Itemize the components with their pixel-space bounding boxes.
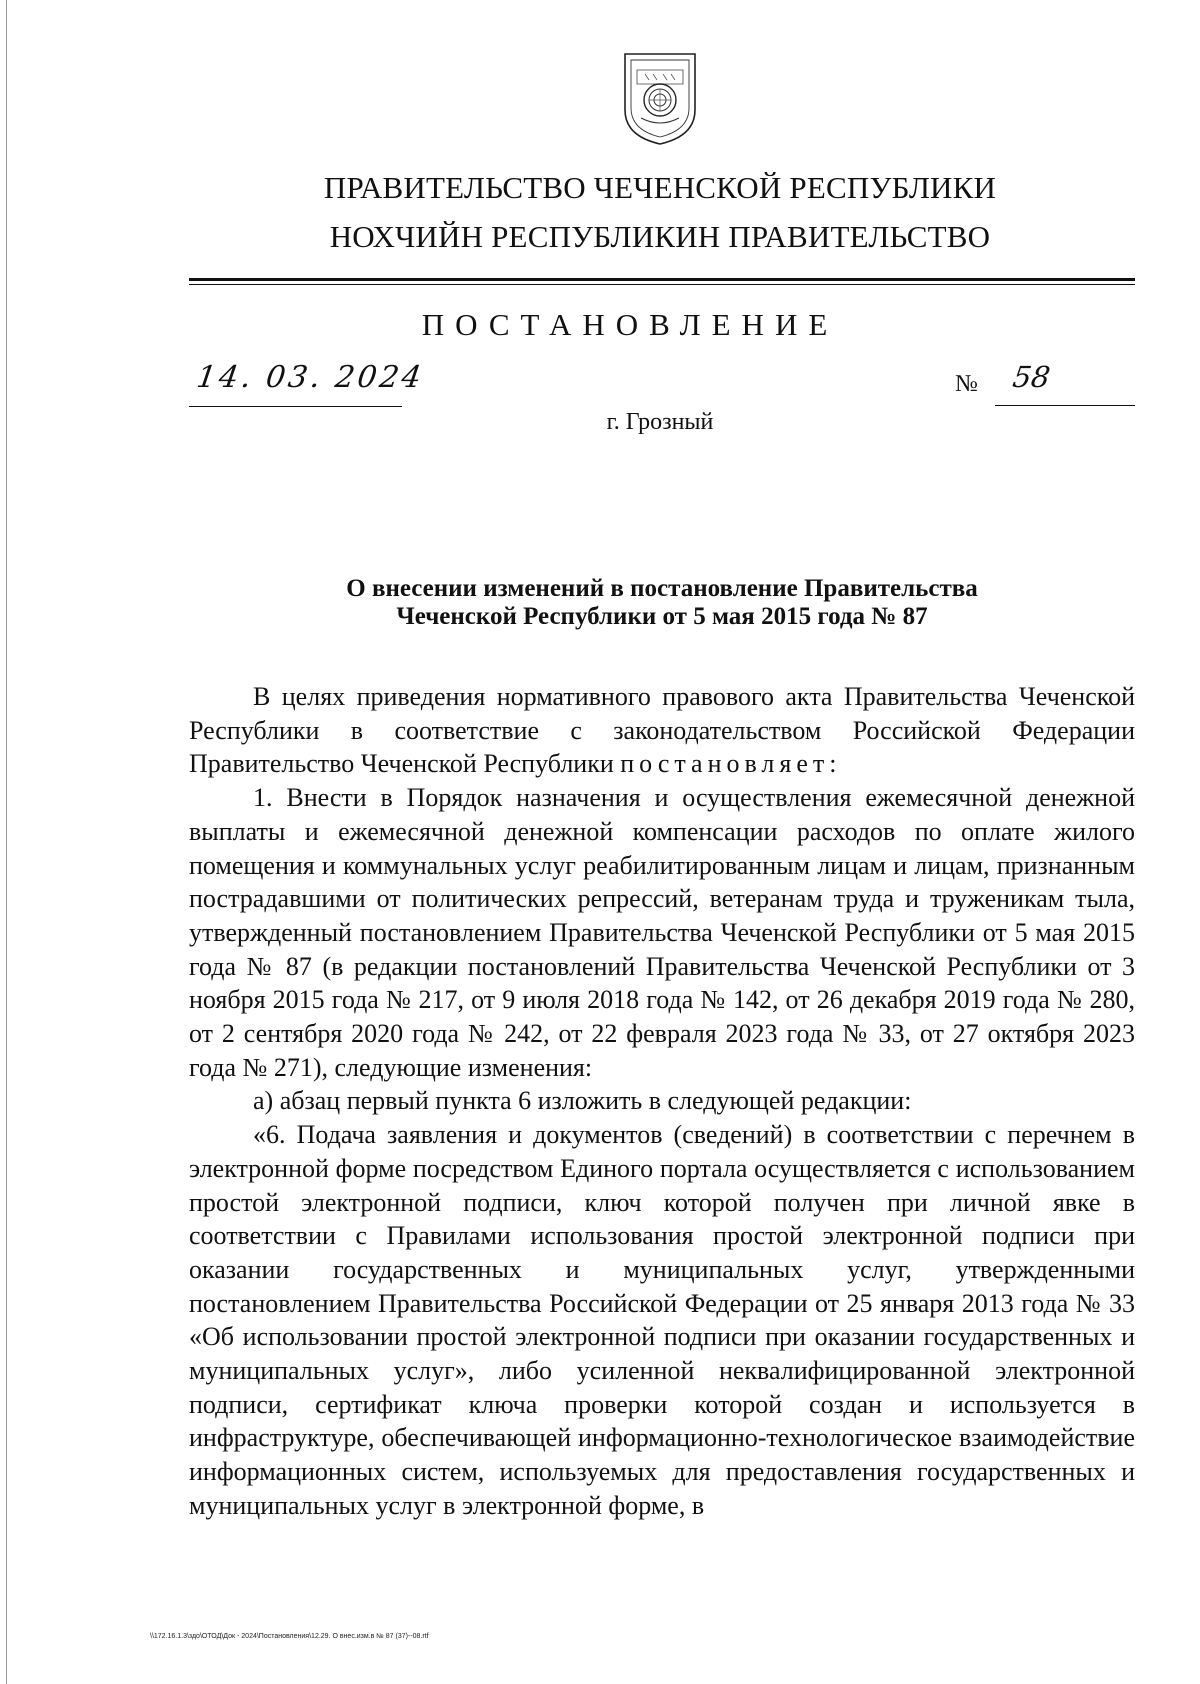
document-title [189, 575, 1135, 631]
preamble-verb: постановляет: [620, 749, 842, 779]
date-field [189, 356, 427, 407]
handwritten-date: 14. 03. 2024 [194, 360, 427, 395]
header-rule-thin [189, 284, 1135, 285]
file-path-footer: \\172.16.1.3\здо\ОТОД\Док - 2024\Постановления\12.29. О внес.изм.в № 87 (37)--08.rtf [150, 1633, 429, 1640]
title-line-1: О внесении изменений в постановление Правительства [346, 575, 978, 602]
header-rule-thick [189, 278, 1135, 281]
item-a-paragraph: а) абзац первый пункта 6 изложить в следующей редакции: [253, 1086, 912, 1116]
government-name-russian: ПРАВИТЕЛЬСТВО ЧЕЧЕНСКОЙ РЕСПУБЛИКИ [323, 170, 997, 205]
quoted-point-6-paragraph: «6. Подача заявления и документов (сведений) в соответствии с перечнем в электронной форме посредством Единого портала осуществляется с использованием простой электронной подписи, ключ которой получен при личной явке в соответствии с Правилами использования простой электронной подписи при оказании государственных и муниципальных услуг, утвержденными постановлением Правительства Российской Федерации от 25 января 2013 года № 33 «Об использовании простой электронной подписи при оказании государственных и муниципальных услуг», либо усиленной неквалифицированной электронной подписи, сертификат ключа проверки которой создан и используется в инфраструктуре, обеспечивающей информационно-технологическое взаимодействие информационных систем, используемых для предоставления государственных и муниципальных услуг в электронной форме, в [189, 1120, 1135, 1520]
title-line-2: Чеченской Республики от 5 мая 2015 года № 87 [396, 603, 928, 630]
number-label: № [955, 371, 978, 397]
preamble-paragraph [189, 680, 1135, 781]
preamble-text: В целях приведения нормативного правового акта Правительства Чеченской Республики в соответствие с законодательством Российской Федерации Правительство Чеченской Республики [189, 682, 1135, 779]
city-line: г. Грозный [606, 409, 714, 435]
number-field [995, 360, 1135, 406]
scan-edge-line [6, 0, 7, 1684]
document-body [189, 680, 1135, 1523]
document-type: ПОСТАНОВЛЕНИЕ [421, 307, 839, 342]
item-1-paragraph: 1. Внести в Порядок назначения и осуществления ежемесячной денежной выплаты и ежемесячной денежной компенсации расходов по оплате жилого помещения и коммунальных услуг реабилитированным лицам и лицам, признанным пострадавшими от политических репрессий, ветеранам труда и труженикам тыла, утвержденный постановлением Правительства Чеченской Республики от 5 мая 2015 года № 87 (в редакции постановлений Правительства Чеченской Республики от 3 ноября 2015 года № 217, от 9 июля 2018 года № 142, от 26 декабря 2019 года № 280, от 2 сентября 2020 года № 242, от 22 февраля 2023 года № 33, от 27 октября 2023 года № 271), следующие изменения: [189, 783, 1135, 1082]
handwritten-number: 58 [1010, 360, 1053, 394]
government-name-chechen: НОХЧИЙН РЕСПУБЛИКИН ПРАВИТЕЛЬСТВО [329, 219, 991, 254]
coat-of-arms-emblem [615, 48, 705, 148]
